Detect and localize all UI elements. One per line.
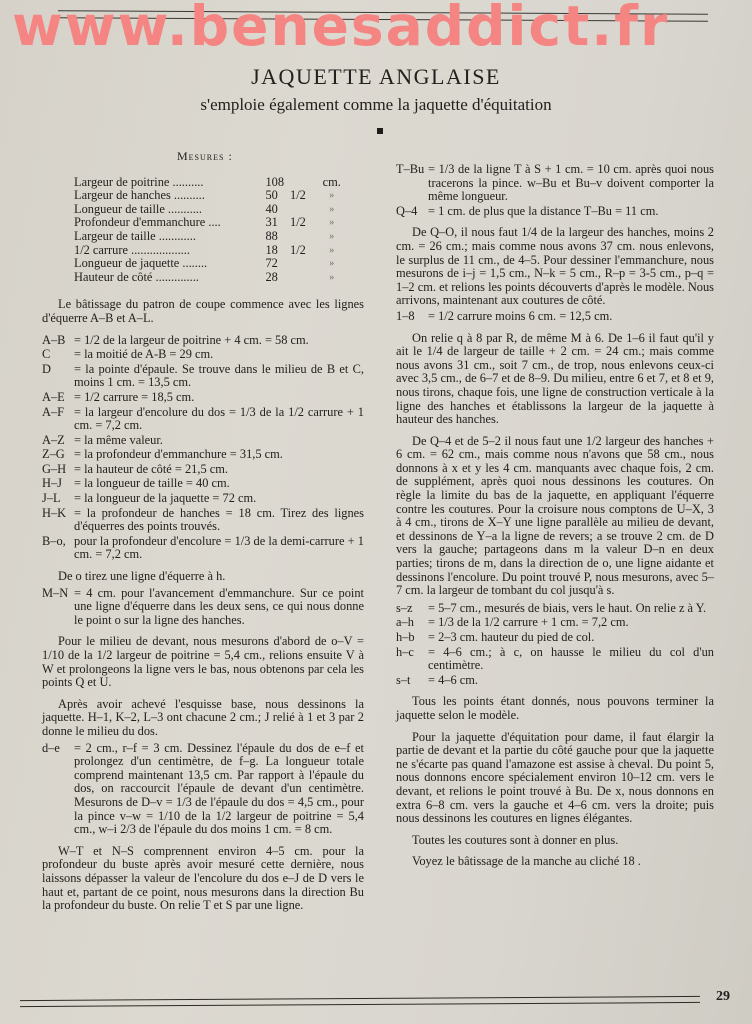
measure-label: 1/2 carrure ...................	[74, 243, 190, 257]
ditto-mark: »	[329, 190, 335, 202]
definition-key: h–c	[396, 644, 414, 659]
definition-item	[396, 646, 714, 673]
definition-t-bu	[396, 163, 714, 204]
page-subtitle: s'emploie également comme la jaquette d'équitation	[200, 95, 552, 114]
definition-value: = 4–6 cm.	[428, 672, 479, 687]
paragraph-apres: Après avoir achevé l'esquisse base, nous dessinons la jaquette. H–1, K–2, L–3 ont chacune 2 cm.; J relié à 1 et 3 par 2 donne le milieu du dos.	[42, 696, 364, 738]
measure-row	[74, 203, 344, 217]
definition-item	[42, 363, 364, 390]
definition-key: A–Z	[42, 432, 65, 447]
definition-key: H–J	[42, 476, 62, 491]
measure-fraction	[290, 230, 319, 244]
definition-item	[42, 535, 364, 562]
definition-item	[396, 602, 714, 616]
paragraph-q4: De Q–4 et de 5–2 il nous faut une 1/2 largeur des hanches + 6 cm. = 62 cm., mais comme nous n'avons que 58 cm., nous donnons à x et y les 4 cm. manquants avec chaque fois, 2 cm. de supplément, après quoi nous dessinons les coutures. On règle la limite du bas de la jaquette, en appliquant l'équerre contre les coutures. Pour la croisure nous comptons de U–X, 3 à 4 cm., tirons de X–Y une ligne parallèle au milieu de devant, et dessinons de Y–a la ligne de revers; a se trouve 2 cm. de D vers la gauche; partageons dans m la valeur D–n en deux parties; tirons de m, dans la direction de o, une ligne aidante et dessinons l'encolure. Du point trouvé P, nous mesurons, avec 5–7 cm. la largeur de tombant du col jusqu'à s.	[396, 433, 714, 598]
measure-value: 28	[265, 269, 278, 284]
ditto-mark: »	[329, 244, 335, 256]
definition-key: T–Bu	[396, 162, 425, 176]
measure-row	[74, 257, 344, 271]
definition-value: = 4 cm. pour l'avancement d'emmanchure. Sur ce point une ligne d'équerre dans les deux sens, ce qui nous donne le point o sur la ligne des hanches.	[74, 585, 364, 627]
measure-value: 40	[265, 201, 278, 216]
measure-label: Largeur de hanches ..........	[74, 189, 205, 203]
definition-key: A–F	[42, 404, 65, 419]
definition-item	[396, 674, 714, 688]
definition-value: = la profondeur d'emmanchure = 31,5 cm.	[74, 447, 283, 462]
measure-fraction	[290, 203, 319, 217]
paragraph-dame: Pour la jaquette d'équitation pour dame, il faut élargir la partie de devant et la partie du côté gauche pour que la jaquette ne s'écarte pas quand l'amazone est assise à cheval. Du point 5, nous donnons encore spécialement environ 10–12 cm. vers le devant, et relions le point trouvé à Bu. De x, nous donnons en extra 6–8 cm. vers la gauche et 4–6 cm. vers la droite; puis nous dessinons les coutures en lignes élégantes.	[396, 729, 714, 826]
right-column	[396, 163, 714, 877]
measure-row	[74, 230, 344, 244]
measure-value: 31	[265, 215, 278, 230]
definition-key: s–t	[396, 672, 411, 687]
definition-item	[42, 507, 364, 534]
definition-value: = la même valeur.	[74, 432, 163, 447]
definition-key: Z–G	[42, 447, 65, 462]
measure-row	[74, 189, 344, 203]
definition-item	[42, 463, 364, 477]
definition-value: = la hauteur de côté = 21,5 cm.	[74, 461, 229, 476]
definition-value: = la largeur d'encolure du dos = 1/3 de la 1/2 carrure + 1 cm. = 7,2 cm.	[74, 404, 364, 433]
definition-value: = la longueur de taille = 40 cm.	[74, 476, 230, 491]
paragraph-coutures: Toutes les coutures sont à donner en plus.	[412, 832, 619, 847]
measure-label: Longueur de taille ...........	[74, 202, 203, 216]
measure-fraction	[290, 176, 319, 190]
paragraph-o: De o tirez une ligne d'équerre à h.	[58, 569, 226, 584]
definition-key: H–K	[42, 505, 67, 520]
bottom-double-rule	[20, 996, 700, 1007]
definition-value: = 1/2 carrure = 18,5 cm.	[74, 389, 195, 404]
definition-key: C	[42, 347, 51, 362]
definition-item	[42, 406, 364, 433]
measure-value: 72	[265, 256, 278, 271]
definition-q-4	[396, 205, 714, 219]
measures-title: Mesures :	[177, 149, 233, 163]
measure-label: Largeur de taille ............	[74, 229, 196, 243]
definition-item	[42, 334, 364, 348]
ditto-mark: »	[329, 271, 335, 283]
paragraph-q-o: De Q–O, il nous faut 1/4 de la largeur des hanches, moins 2 cm. = 26 cm.; mais comme nous avons 37 cm. nous enlevons, le surplus de 11 cm., de 4–5. Pour dessiner l'emmanchure, nous mesurons de i–j = 1,5 cm., N–k = 5 cm., R–p = 3-5 cm., p–q = 1–2 cm. et relions les points découverts d'après le modèle. Nous arrivons, maintenant aux coutures de côté.	[396, 225, 714, 308]
definition-value: = 2 cm., r–f = 3 cm. Dessinez l'épaule du dos de e–f et prolongez d'un centimètre, de f–g. La longueur totale comprend maintenant 13,5 cm. Par rapport à l'épaule du dos, on raccourcit l'épaule de devant d'un centimètre. Mesurons de D–v = 1/3 de l'épaule du dos = 4,5 cm., pour la pince v–w = 1/10 de la 1/2 largeur de poitrine = 5,4 cm., w–i 2/3 de l'épaule du dos moins 1 cm. = 8 cm.	[74, 740, 364, 837]
measure-label: Largeur de poitrine ..........	[74, 175, 204, 189]
measure-unit: cm.	[322, 174, 341, 189]
definition-item	[42, 434, 364, 448]
definition-key: D	[42, 361, 51, 376]
ditto-mark: »	[329, 230, 335, 242]
definitions-list-collar	[396, 602, 714, 688]
definition-key: M–N	[42, 585, 69, 600]
definition-value: = 1/3 de la ligne T à S + 1 cm. = 10 cm. après quoi nous tracerons la pince. w–Bu et Bu–v doivent comporter la même longueur.	[428, 162, 714, 204]
definition-item	[42, 492, 364, 506]
definition-value: = 2–3 cm. hauteur du pied de col.	[428, 630, 595, 644]
measure-row	[74, 176, 344, 190]
measure-fraction	[290, 271, 319, 285]
definition-key: J–L	[42, 491, 61, 506]
measure-fraction	[290, 257, 319, 271]
ditto-mark: »	[329, 258, 335, 270]
definition-value: = la longueur de la jaquette = 72 cm.	[74, 491, 257, 506]
measure-label: Longueur de jaquette ........	[74, 257, 208, 271]
definition-d-e	[42, 742, 364, 837]
paragraph-intro: Le bâtissage du patron de coupe commence avec les lignes d'équerre A–B et A–L.	[42, 297, 364, 325]
definition-value: = 4–6 cm.; à c, on hausse le milieu du col d'un centimètre.	[428, 644, 714, 673]
definition-item	[42, 348, 364, 362]
definition-key: A–B	[42, 332, 66, 347]
definition-item	[42, 477, 364, 491]
definition-value: = 1 cm. de plus que la distance T–Bu = 11 cm.	[428, 203, 659, 218]
definition-value: = 1/2 carrure moins 6 cm. = 12,5 cm.	[428, 308, 613, 323]
definition-key: h–b	[396, 630, 415, 644]
measure-fraction: 1/2	[290, 242, 306, 257]
definition-key: d–e	[42, 740, 60, 755]
definition-value: = la profondeur de hanches = 18 cm. Tirez des lignes d'équerres des points trouvés.	[74, 505, 364, 534]
measure-value: 88	[265, 228, 278, 243]
definition-value: = la pointe d'épaule. Se trouve dans le milieu de B et C, moins 1 cm. = 13,5 cm.	[74, 361, 364, 390]
measure-row	[74, 244, 344, 258]
measures-table	[74, 176, 344, 285]
definition-key: G–H	[42, 461, 67, 476]
ditto-mark: »	[329, 217, 335, 229]
measure-row	[74, 216, 344, 230]
paragraph-voyez: Voyez le bâtissage de la manche au cliché 18 .	[412, 854, 641, 869]
measure-row	[74, 271, 344, 285]
definition-item	[396, 616, 714, 630]
definition-key: A–E	[42, 389, 65, 404]
definition-item	[42, 391, 364, 405]
definition-key: s–z	[396, 600, 413, 615]
ditto-mark: »	[329, 203, 335, 215]
measure-fraction: 1/2	[290, 215, 306, 230]
square-ornament-icon	[377, 128, 383, 134]
page-title: JAQUETTE ANGLAISE	[251, 64, 501, 89]
measure-value: 18	[265, 242, 278, 257]
definition-key: a–h	[396, 615, 414, 630]
paragraph-wt: W–T et N–S comprennent environ 4–5 cm. pour la profondeur du buste après avoir mesuré cette dernière, nous laissons dépasser la valeur de l'encolure du dos e–J de D vers le haut et, partant de ce point, nous mesurons dans la direction Bu la profondeur du buste. On relie T et S par une ligne.	[42, 843, 364, 913]
definition-key: Q–4	[396, 203, 418, 218]
definition-value: = 1/2 de la largeur de poitrine + 4 cm. = 58 cm.	[74, 332, 309, 347]
left-column	[42, 150, 364, 921]
measure-value: 108	[265, 174, 285, 189]
measure-fraction: 1/2	[290, 188, 306, 203]
definition-m-n	[42, 587, 364, 628]
measure-label: Hauteur de côté ..............	[74, 270, 199, 284]
definition-key: B–o,	[42, 533, 66, 548]
watermark: www.benesaddict.fr	[12, 0, 670, 58]
definition-1-8	[396, 310, 714, 324]
definition-value: pour la profondeur d'encolure = 1/3 de la demi-carrure + 1 cm. = 7,2 cm.	[74, 533, 364, 562]
definitions-list	[42, 334, 364, 563]
definition-item	[396, 631, 714, 645]
measure-label: Profondeur d'emmanchure ....	[74, 216, 221, 230]
definition-value: = 5–7 cm., mesurés de biais, vers le haut. On relie z à Y.	[428, 600, 707, 615]
definition-item	[42, 448, 364, 462]
definition-value: = la moitié de A-B = 29 cm.	[74, 347, 214, 362]
paragraph-relie: On relie q à 8 par R, de même M à 6. De 1–6 il faut qu'il y ait le 1/4 de largeur de taille + 2 cm. = 24 cm.; mais comme nous avons 31 cm., soit 7 cm., de trop, nous enlevons ceux-ci avec 3,5 cm., de 6–7 et de 8–9. Du milieu, entre 6 et 7, et 8 et 9, nous tirons, chaque fois, une ligne de construction verticale à la ligne des hanches et établissons la largeur de la jaquette à hauteur des hanches.	[396, 330, 714, 427]
paragraph-milieu: Pour le milieu de devant, nous mesurons d'abord de o–V = 1/10 de la 1/2 largeur de poitrine = 5,4 cm., relions ensuite V à W et prolongeons la ligne vers le bas, nous obtenons par cela les points Q et U.	[42, 634, 364, 690]
paragraph-tous: Tous les points étant donnés, nous pouvons terminer la jaquette selon le modèle.	[396, 694, 714, 722]
page-number: 29	[716, 989, 730, 1004]
measure-value: 50	[265, 188, 278, 203]
definition-value: = 1/3 de la 1/2 carrure + 1 cm. = 7,2 cm.	[428, 615, 629, 630]
definition-key: 1–8	[396, 308, 415, 323]
